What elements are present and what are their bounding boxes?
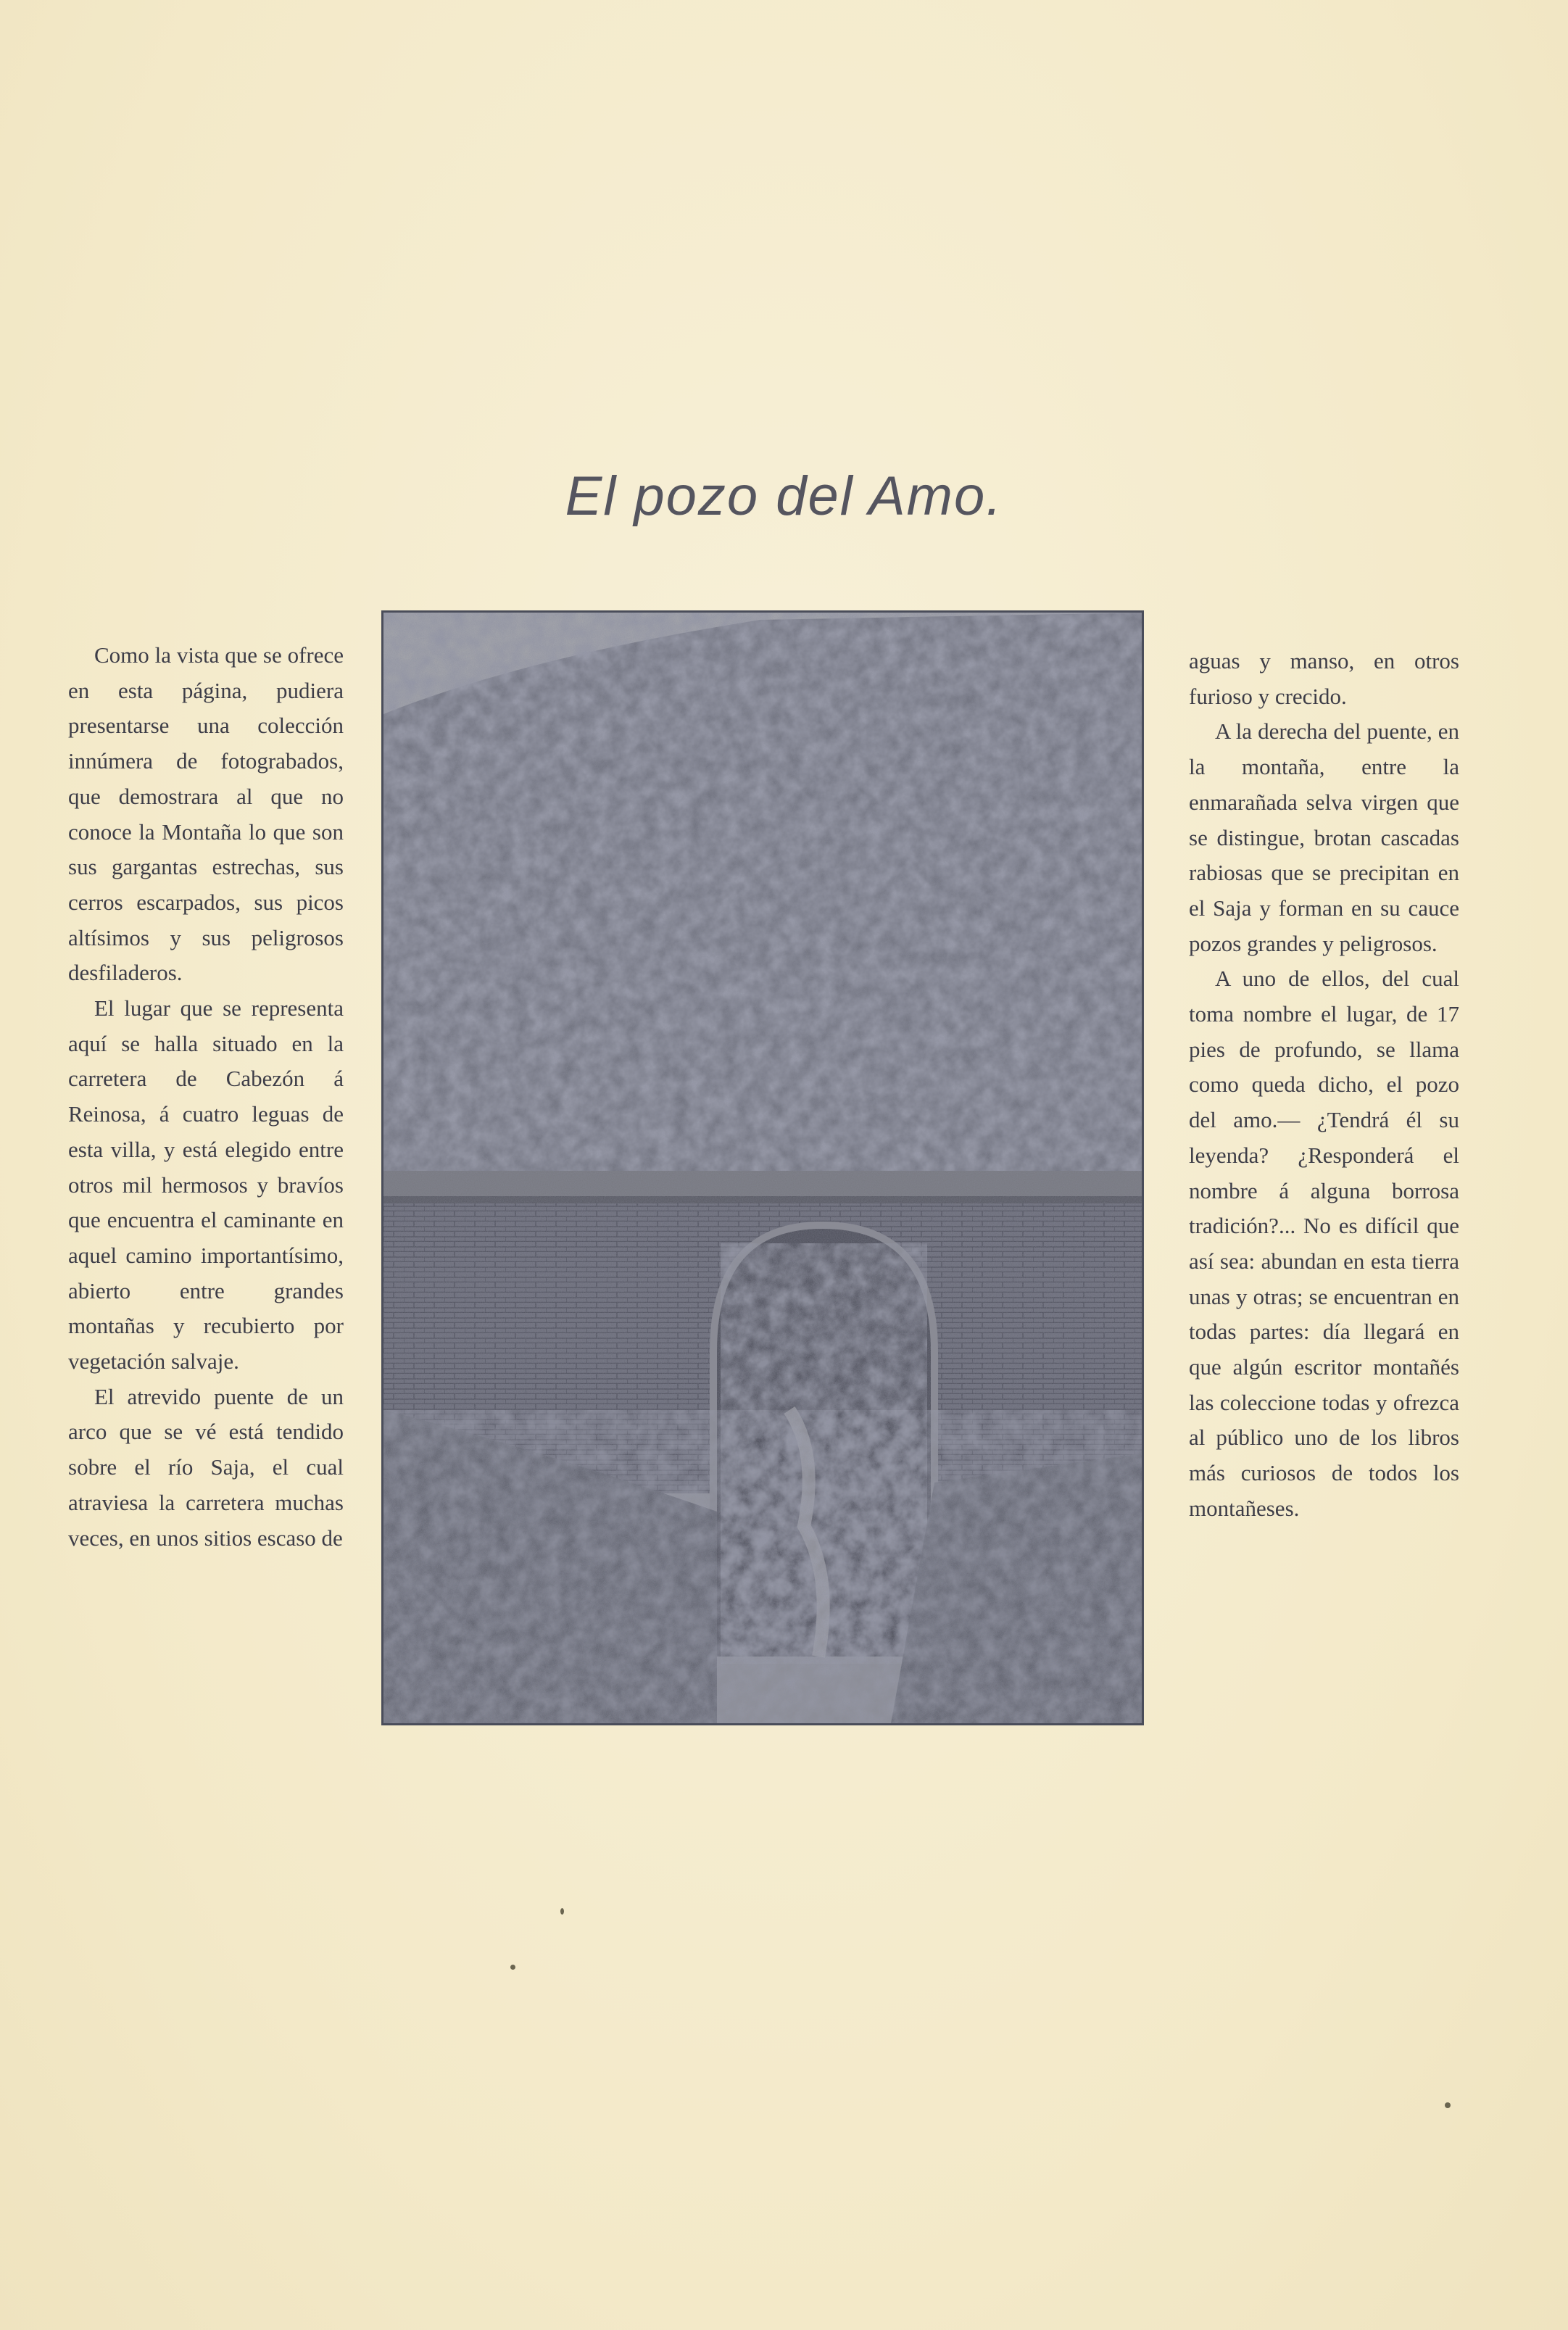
page-title: El pozo del Amo.	[565, 465, 1003, 527]
paragraph: El lugar que se representa aquí se halla situado en la carretera de Cabezón á Reinosa, á cuatro leguas de esta villa, y está elegido entre otros mil hermosos y bravíos que encuentra el caminante en aquel camino importantísimo, abierto entre grandes montañas y recubierto por vegetación salvaje.	[68, 995, 344, 1375]
paper-speck	[1445, 2102, 1451, 2108]
paragraph: A uno de ellos, del cual toma nombre el lugar, de 17 pies de profundo, se llama como queda dicho, el pozo del amo.— ¿Tendrá él su leyenda? ¿Responderá el nombre á alguna borrosa tradición?... No es difícil que así sea: abundan en esta tierra unas y otras; se encuentran en todas partes: día llegará en que algún escritor montañés las coleccione todas y ofrezca al público uno de los libros más curiosos de todos los montañeses.	[1189, 966, 1459, 1521]
paragraph: Como la vista que se ofrece en esta página, pudiera presentarse una colección innúmera de fotograbados, que demostrara al que no conoce la Montaña lo que son sus gargantas estrechas, sus cerros escarpados, sus picos altísimos y sus peligrosos desfiladeros.	[68, 642, 344, 986]
paragraph: aguas y manso, en otros furioso y crecido.	[1189, 648, 1459, 709]
paragraph: El atrevido puente de un arco que se vé está tendido sobre el río Saja, el cual atraviesa la carretera muchas veces, en unos sitios escaso de	[68, 1383, 344, 1551]
paper-speck	[510, 1965, 515, 1970]
paragraph: A la derecha del puente, en la montaña, entre la enmarañada selva virgen que se distingue, brotan cascadas rabiosas que se precipitan en el Saja y forman en su cauce pozos grandes y peligrosos.	[1189, 718, 1459, 956]
paper-speck	[560, 1908, 564, 1915]
left-text-column	[68, 638, 344, 1556]
stone-arch-bridge-photo	[381, 610, 1144, 1725]
right-text-column	[1189, 644, 1459, 1527]
